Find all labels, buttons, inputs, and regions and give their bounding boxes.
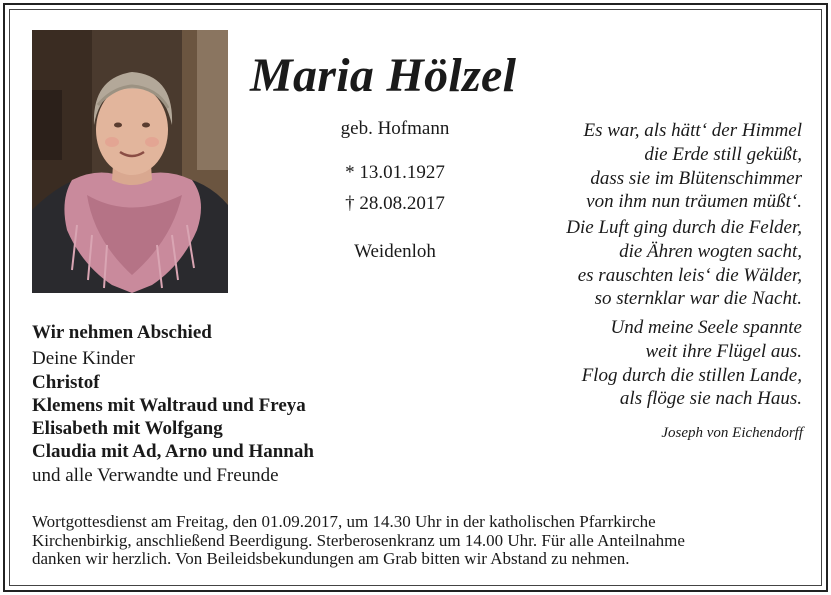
poem-line: von ihm nun träumen müßt‘. bbox=[586, 191, 802, 213]
farewell-heading: Wir nehmen Abschied bbox=[32, 322, 212, 343]
family-member: Klemens mit Waltraud und Freya bbox=[32, 394, 306, 416]
poem-line: weit ihre Flügel aus. bbox=[645, 340, 802, 362]
poem-line: Es war, als hätt‘ der Himmel bbox=[583, 120, 802, 141]
birth-date: * 13.01.1927 bbox=[345, 162, 445, 183]
death-date: † 28.08.2017 bbox=[345, 193, 445, 214]
service-line: Wortgottesdienst am Freitag, den 01.09.2017, um 14.30 Uhr in der katholischen Pfarrkirche bbox=[32, 512, 656, 531]
service-info bbox=[32, 513, 812, 569]
poem-line: es rauschten leis‘ die Wälder, bbox=[577, 264, 802, 286]
family-member: Christof bbox=[32, 371, 100, 393]
family-closing: und alle Verwandte und Freunde bbox=[32, 464, 279, 486]
poem-line: Die Luft ging durch die Felder, bbox=[566, 217, 802, 238]
residence-place: Weidenloh bbox=[354, 241, 436, 262]
poem-line: die Erde still geküßt, bbox=[644, 143, 802, 165]
maiden-name: geb. Hofmann bbox=[340, 118, 450, 139]
poem-line: dass sie im Blütenschimmer bbox=[590, 167, 802, 189]
portrait-photo bbox=[32, 30, 228, 293]
poem-stanza bbox=[502, 216, 802, 316]
poem bbox=[502, 119, 802, 411]
family-member: Elisabeth mit Wolfgang bbox=[32, 418, 223, 440]
family-member: Claudia mit Ad, Arno und Hannah bbox=[32, 441, 314, 463]
poem-line: Flog durch die stillen Lande, bbox=[581, 364, 802, 386]
poem-line: Und meine Seele spannte bbox=[610, 317, 802, 338]
poem-line: so sternklar war die Nacht. bbox=[594, 288, 802, 310]
poem-line: die Ähren wogten sacht, bbox=[619, 240, 802, 262]
service-line: Kirchenbirkig, anschließend Beerdigung. Sterberosenkranz um 14.00 Uhr. Für alle Anteilnahme bbox=[32, 530, 685, 550]
family-intro: Deine Kinder bbox=[32, 348, 135, 370]
poem-stanza bbox=[502, 316, 802, 411]
deceased-name: Maria Hölzel bbox=[250, 49, 517, 102]
family-farewell bbox=[32, 321, 314, 487]
poem-line: als flöge sie nach Haus. bbox=[619, 388, 802, 410]
poem-author: Joseph von Eichendorff bbox=[661, 425, 803, 441]
service-line: danken wir herzlich. Von Beileidsbekundungen am Grab bitten wir Abstand zu nehmen. bbox=[32, 549, 630, 568]
poem-stanza bbox=[502, 119, 802, 216]
